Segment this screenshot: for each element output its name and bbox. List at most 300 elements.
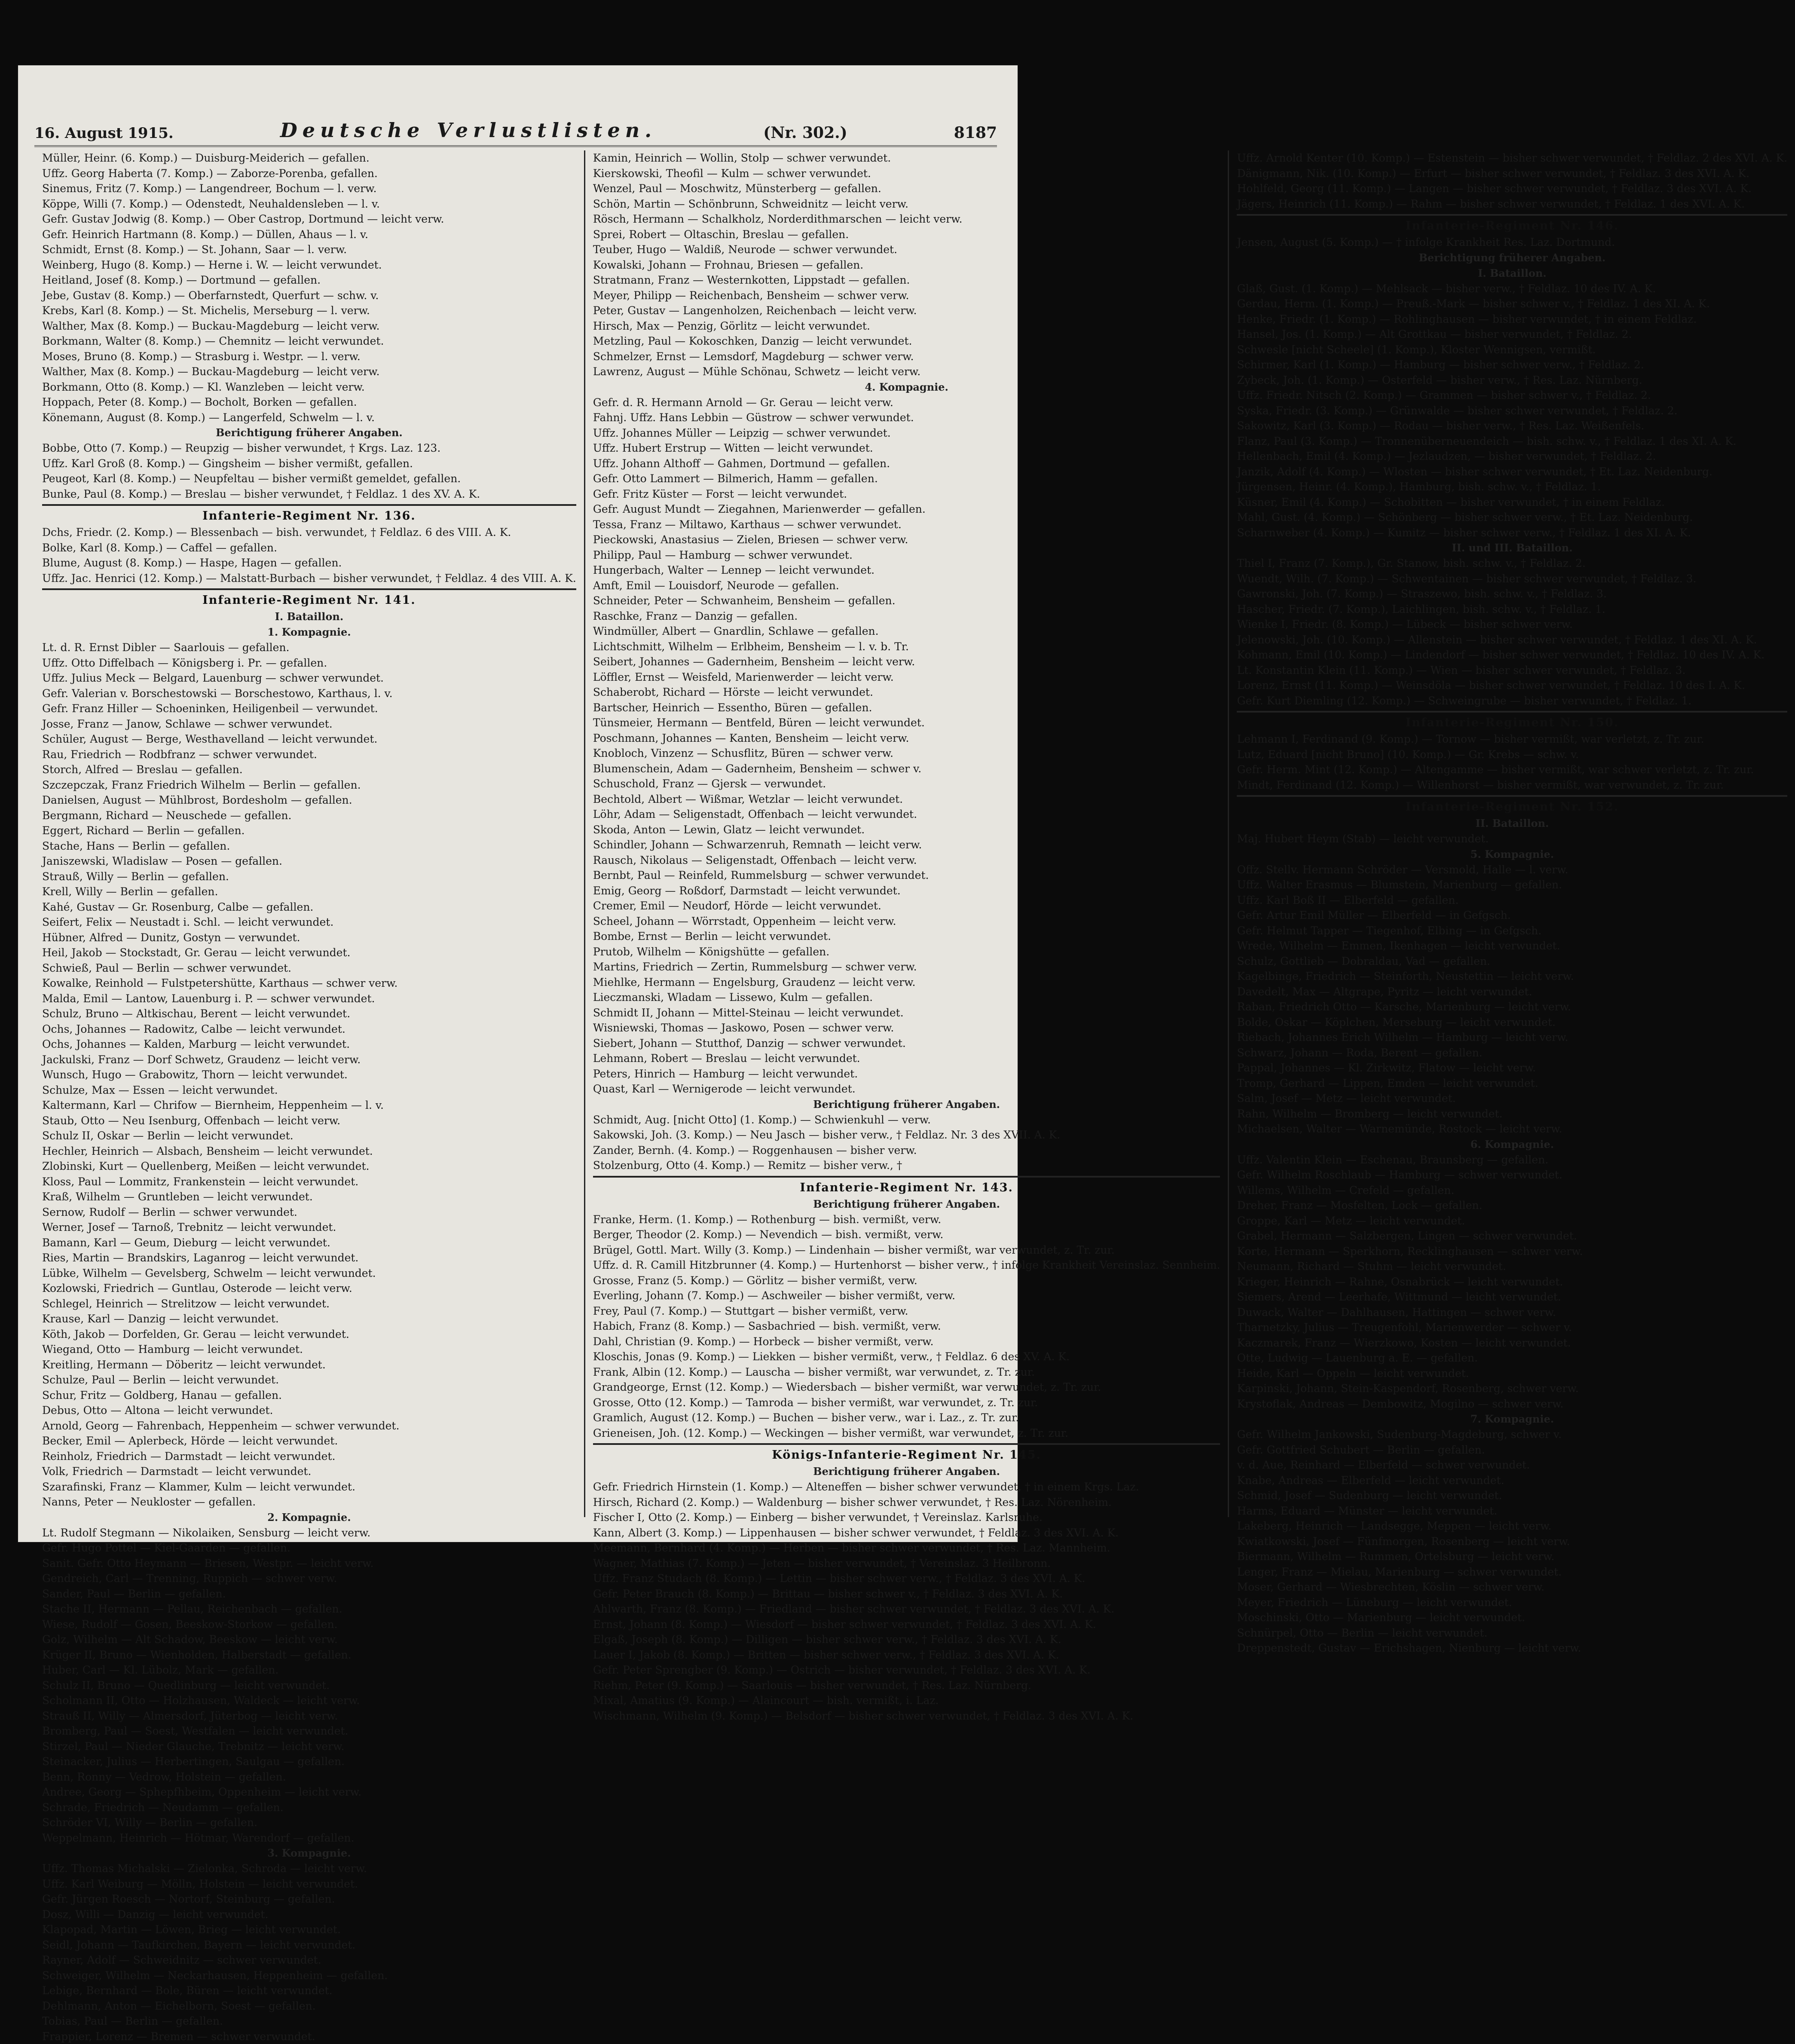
casualty-entry: Bernbt, Paul — Reinfeld, Rummelsburg — schwer verwundet.	[593, 868, 1220, 883]
col2-company4-list	[593, 395, 1220, 1097]
casualty-entry: Gefr. Helmut Tapper — Tiegenhof, Elbing — in Gefgsch.	[1237, 923, 1787, 939]
casualty-entry: Hellenbach, Emil (4. Komp.) — Jezlaudzen, — bisher verwundet, † Feldlaz. 2.	[1237, 449, 1787, 464]
casualty-entry: Frappier, Lorenz — Bremen — schwer verwundet.	[42, 2029, 576, 2044]
casualty-entry: Dchs, Friedr. (2. Komp.) — Blessenbach — bish. verwundet, † Feldlaz. 6 des VIII. A. K.	[42, 525, 576, 540]
col2-reg145-list	[593, 1479, 1220, 1723]
casualty-entry: Cremer, Emil — Neudorf, Hörde — leicht verwundet.	[593, 898, 1220, 914]
casualty-entry: Ernst, Johann (8. Komp.) — Wiesdorf — bisher schwer verwundet, † Feldlaz. 3 des XVI. A. K.	[593, 1617, 1220, 1632]
section-subheading: Berichtigung früherer Angaben.	[593, 1097, 1220, 1112]
company-heading: 7. Kompagnie.	[1237, 1411, 1787, 1427]
casualty-entry: Frank, Albin (12. Komp.) — Lauscha — bisher vermißt, war verwundet, z. Tr. zur.	[593, 1365, 1220, 1380]
casualty-entry: Teuber, Hugo — Waldiß, Neurode — schwer verwundet.	[593, 242, 1220, 257]
casualty-entry: Lawrenz, August — Mühle Schönau, Schwetz — leicht verw.	[593, 364, 1220, 379]
casualty-entry: Grabel, Hermann — Salzbergen, Lingen — schwer verwundet.	[1237, 1228, 1787, 1244]
casualty-entry: Gramlich, August (12. Komp.) — Buchen — bisher verw., war i. Laz., z. Tr. zur.	[593, 1410, 1220, 1426]
casualty-entry: Uffz. Karl Groß (8. Komp.) — Gingsheim — bisher vermißt, gefallen.	[42, 456, 576, 471]
casualty-entry: Sakowitz, Karl (3. Komp.) — Rodau — bisher verw., † Res. Laz. Weißenfels.	[1237, 418, 1787, 434]
casualty-entry: Werner, Josef — Tarnoß, Trebnitz — leicht verwundet.	[42, 1220, 576, 1235]
casualty-entry: Harms, Eduard — Münster — leicht verwundet.	[1237, 1503, 1787, 1519]
casualty-entry: Hirsch, Max — Penzig, Görlitz — leicht verwundet.	[593, 318, 1220, 334]
casualty-entry: Wienke I, Friedr. (8. Komp.) — Lübeck — bisher schwer verw.	[1237, 617, 1787, 632]
casualty-entry: Bergmann, Richard — Neuschede — gefallen.	[42, 808, 576, 823]
casualty-entry: Wagner, Mathias (7. Komp.) — Jeten — bisher verwundet, † Vereinslaz. 3 Heilbronn.	[593, 1556, 1220, 1571]
casualty-entry: Moschinski, Otto — Marienburg — leicht verwundet.	[1237, 1610, 1787, 1625]
casualty-entry: Janzik, Adolf (4. Komp.) — Wlosten — bisher schwer verwundet, † Et. Laz. Neidenburg.	[1237, 464, 1787, 480]
casualty-entry: Meemann, Bernhard (4. Komp.) — Herben — bisher schwer verwundet, † Res. Laz. Mannheim.	[593, 1540, 1220, 1556]
casualty-entry: Groppe, Karl — Metz — leicht verwundet.	[1237, 1213, 1787, 1229]
casualty-entry: Michaelsen, Walter — Warnemünde, Rostock — leicht verw.	[1237, 1121, 1787, 1137]
casualty-entry: Schulz II, Oskar — Berlin — leicht verwundet.	[42, 1128, 576, 1144]
casualty-entry: Jägers, Heinrich (11. Komp.) — Rahm — bisher schwer verwundet, † Feldlaz. 1 des XVI. A. K.	[1237, 196, 1787, 212]
casualty-entry: Walther, Max (8. Komp.) — Buckau-Magdeburg — leicht verw.	[42, 318, 576, 334]
col2-top-list	[593, 150, 1220, 379]
casualty-entry: Uffz. Jac. Henrici (12. Komp.) — Malstatt-Burbach — bisher verwundet, † Feldlaz. 4 des VIII. A. K.	[42, 571, 576, 586]
casualty-entry: Schröder VI, Willy — Berlin — gefallen.	[42, 1815, 576, 1830]
casualty-entry: Heide, Karl — Oppeln — leicht verwundet.	[1237, 1366, 1787, 1381]
casualty-entry: Sernow, Rudolf — Berlin — schwer verwundet.	[42, 1205, 576, 1220]
casualty-entry: Krystoflak, Andreas — Dembowitz, Mogilno — schwer verw.	[1237, 1396, 1787, 1412]
casualty-entry: Meyer, Philipp — Reichenbach, Bensheim — schwer verw.	[593, 288, 1220, 303]
casualty-entry: Kraß, Wilhelm — Gruntleben — leicht verwundet.	[42, 1189, 576, 1205]
casualty-entry: Rayner, Adolf — Schweidnitz — schwer verwundet.	[42, 1952, 576, 1968]
casualty-entry: Kowalke, Reinhold — Fulstpetershütte, Karthaus — schwer verw.	[42, 976, 576, 991]
issue-date: 16. August 1915.	[34, 125, 174, 142]
col3-reg152-list-1	[1237, 831, 1787, 847]
masthead	[34, 112, 997, 147]
casualty-entry: Gefr. Gustav Jodwig (8. Komp.) — Ober Castrop, Dortmund — leicht verw.	[42, 211, 576, 227]
company-heading: 2. Kompagnie.	[42, 1510, 576, 1525]
casualty-entry: Danielsen, August — Mühlbrost, Bordesholm — gefallen.	[42, 793, 576, 808]
casualty-entry: Wisniewski, Thomas — Jaskowo, Posen — schwer verw.	[593, 1020, 1220, 1036]
casualty-entry: Elgaß, Joseph (8. Komp.) — Dilligen — bisher schwer verw., † Feldlaz. 3 des XVI. A. K.	[593, 1632, 1220, 1647]
company-heading: 3. Kompagnie.	[42, 1845, 576, 1861]
casualty-entry: Peugeot, Karl (8. Komp.) — Neupfeltau — bisher vermißt gemeldet, gefallen.	[42, 471, 576, 487]
casualty-entry: Prutob, Wilhelm — Königshütte — gefallen.	[593, 944, 1220, 960]
casualty-entry: Sakowski, Joh. (3. Komp.) — Neu Jasch — bisher verw., † Feldlaz. Nr. 3 des XVII. A. K.	[593, 1127, 1220, 1143]
casualty-entry: Hascher, Friedr. (7. Komp.), Laichlingen, bish. schw. v., † Feldlaz. 1.	[1237, 602, 1787, 617]
casualty-entry: Zander, Bernh. (4. Komp.) — Roggenhausen — bisher verw.	[593, 1143, 1220, 1158]
casualty-entry: Grieneisen, Joh. (12. Komp.) — Weckingen — bisher vermißt, war verwundet, z. Tr. zur.	[593, 1426, 1220, 1441]
casualty-entry: Malda, Emil — Lantow, Lauenburg i. P. — schwer verwundet.	[42, 991, 576, 1007]
casualty-entry: Blumenschein, Adam — Gadernheim, Bensheim — schwer v.	[593, 761, 1220, 777]
casualty-entry: Meyer, Friedrich — Lüneburg — leicht verwundet.	[1237, 1595, 1787, 1610]
casualty-entry: Peter, Gustav — Langenholzen, Reichenbach — leicht verw.	[593, 303, 1220, 318]
casualty-entry: Sinemus, Fritz (7. Komp.) — Langendreer, Bochum — l. verw.	[42, 181, 576, 196]
casualty-entry: Kozlowski, Friedrich — Guntlau, Osterode — leicht verw.	[42, 1281, 576, 1296]
casualty-entry: Bombe, Ernst — Berlin — leicht verwundet.	[593, 929, 1220, 944]
casualty-entry: Kagelbinge, Friedrich — Steinforth, Neustettin — leicht verw.	[1237, 969, 1787, 984]
casualty-entry: Gefr. Otto Lammert — Bilmerich, Hamm — gefallen.	[593, 471, 1220, 487]
casualty-entry: Henke, Friedr. (1. Komp.) — Rohlinghausen — bisher verwundet, † in einem Feldlaz.	[1237, 312, 1787, 327]
casualty-entry: Schulz II, Bruno — Quedlinburg — leicht verwundet.	[42, 1678, 576, 1693]
casualty-entry: Kloss, Paul — Lommitz, Frankenstein — leicht verwundet.	[42, 1174, 576, 1190]
casualty-entry: Lenger, Franz — Mielau, Marienburg — schwer verwundet.	[1237, 1564, 1787, 1580]
col3-reg152-list-6	[1237, 1152, 1787, 1412]
regiment-heading: Infanterie-Regiment Nr. 141.	[42, 588, 576, 609]
casualty-entry: Löffler, Ernst — Weisfeld, Marienwerder — leicht verw.	[593, 670, 1220, 685]
casualty-entry: Blume, August (8. Komp.) — Haspe, Hagen — gefallen.	[42, 555, 576, 571]
casualty-entry: Schaberobt, Richard — Hörste — leicht verwundet.	[593, 685, 1220, 700]
casualty-entry: Davedelt, Max — Altgrape, Pyritz — leicht verwundet.	[1237, 984, 1787, 1000]
casualty-entry: Uffz. d. R. Camill Hitzbrunner (4. Komp.) — Hurtenhorst — bisher verw., † infolge Krankheit Vereinslaz. Sennheim.	[593, 1258, 1220, 1273]
regiment-heading: Infanterie-Regiment Nr. 152.	[1237, 795, 1787, 816]
page-number: 8187	[954, 124, 997, 142]
casualty-entry: Becker, Emil — Aplerbeck, Hörde — leicht verwundet.	[42, 1433, 576, 1449]
casualty-entry: Dreppenstedt, Gustav — Erichshagen, Nienburg — leicht verw.	[1237, 1640, 1787, 1656]
casualty-entry: Krause, Karl — Danzig — leicht verwundet.	[42, 1311, 576, 1327]
casualty-entry: Szczepczak, Franz Friedrich Wilhelm — Berlin — gefallen.	[42, 777, 576, 793]
casualty-entry: Uffz. Arnold Kenter (10. Komp.) — Estenstein — bisher schwer verwundet, † Feldlaz. 2 des XVI. A. K.	[1237, 150, 1787, 166]
casualty-entry: Schmelzer, Ernst — Lemsdorf, Magdeburg — schwer verw.	[593, 349, 1220, 364]
casualty-entry: Stratmann, Franz — Westernkotten, Lippstadt — gefallen.	[593, 272, 1220, 288]
newspaper-page	[17, 64, 1018, 1543]
casualty-entry: Jürgensen, Heinr. (4. Komp.), Hamburg, bish. schw. v., † Feldlaz. 1.	[1237, 479, 1787, 495]
casualty-entry: Stolzenburg, Otto (4. Komp.) — Remitz — bisher verw., †	[593, 1158, 1220, 1173]
casualty-entry: Jensen, August (5. Komp.) — † infolge Krankheit Res. Laz. Dortmund.	[1237, 235, 1787, 250]
casualty-entry: Knabe, Andreas — Elberfeld — leicht verwundet.	[1237, 1473, 1787, 1488]
casualty-entry: Tharnetzky, Julius — Treugenfohl, Marienwerder — schwer v.	[1237, 1320, 1787, 1335]
casualty-entry: Lebige, Bernhard — Bole, Büren — leicht verwundet.	[42, 1983, 576, 1998]
casualty-entry: Benn, Ronny — Vedrow, Holstein — gefallen.	[42, 1769, 576, 1785]
casualty-entry: Nanns, Peter — Neukloster — gefallen.	[42, 1494, 576, 1510]
casualty-entry: Schrade, Friedrich — Neudamm — gefallen.	[42, 1800, 576, 1815]
casualty-entry: Krieger, Heinrich — Rahne, Osnabrück — leicht verwundet.	[1237, 1274, 1787, 1290]
casualty-entry: Kaczmarek, Franz — Wierzkowo, Kosten — leicht verwundet.	[1237, 1335, 1787, 1351]
casualty-entry: Bamann, Karl — Geum, Dieburg — leicht verwundet.	[42, 1235, 576, 1251]
casualty-entry: Eggert, Richard — Berlin — gefallen.	[42, 823, 576, 838]
casualty-entry: Hungerbach, Walter — Lennep — leicht verwundet.	[593, 563, 1220, 578]
casualty-entry: Wuendt, Wilh. (7. Komp.) — Schwentainen — bisher schwer verwundet, † Feldlaz. 3.	[1237, 571, 1787, 587]
casualty-entry: Siemers, Arend — Leerhafe, Wittmund — leicht verwundet.	[1237, 1289, 1787, 1305]
casualty-entry: Seifert, Felix — Neustadt i. Schl. — leicht verwundet.	[42, 915, 576, 930]
casualty-entry: Walther, Max (8. Komp.) — Buckau-Magdeburg — leicht verw.	[42, 364, 576, 379]
casualty-entry: Uffz. Franz Studach (8. Komp.) — Lettin — bisher schwer verw., † Feldlaz. 3 des XVI. A. K.	[593, 1571, 1220, 1586]
casualty-entry: Reinholz, Friedrich — Darmstadt — leicht verwundet.	[42, 1449, 576, 1464]
casualty-entry: Wrede, Wilhelm — Emmen, Ikenhagen — leicht verwundet.	[1237, 938, 1787, 954]
casualty-entry: Schwieß, Paul — Berlin — schwer verwundet.	[42, 961, 576, 976]
casualty-entry: Jelenowski, Joh. (10. Komp.) — Allenstein — bisher schwer verwundet, † Feldlaz. 1 des XI. A. K.	[1237, 632, 1787, 648]
casualty-entry: Uffz. Karl Weiburg — Mölln, Holstein — leicht verwundet.	[42, 1876, 576, 1892]
casualty-entry: Gefr. Hugo Pottel — Kiel-Gaarden — gefallen.	[42, 1540, 576, 1556]
casualty-entry: Szarafinski, Franz — Klammer, Kulm — leicht verwundet.	[42, 1479, 576, 1495]
casualty-entry: Storch, Alfred — Breslau — gefallen.	[42, 762, 576, 777]
casualty-entry: Lehmann, Robert — Breslau — leicht verwundet.	[593, 1051, 1220, 1066]
casualty-entry: Siebert, Johann — Stutthof, Danzig — schwer verwundet.	[593, 1036, 1220, 1051]
casualty-entry: Lt. Konstantin Klein (11. Komp.) — Wien — bisher schwer verwundet, † Feldlaz. 3.	[1237, 663, 1787, 678]
casualty-entry: Krell, Willy — Berlin — gefallen.	[42, 884, 576, 900]
battalion-heading: II. und III. Bataillon.	[1237, 540, 1787, 556]
casualty-entry: Gefr. Heinrich Hartmann (8. Komp.) — Düllen, Ahaus — l. v.	[42, 227, 576, 242]
casualty-entry: Borkmann, Otto (8. Komp.) — Kl. Wanzleben — leicht verw.	[42, 379, 576, 395]
company-heading: 6. Kompagnie.	[1237, 1137, 1787, 1152]
casualty-entry: Grandgeorge, Ernst (12. Komp.) — Wiedersbach — bisher vermißt, war verwundet, z. Tr. zur.	[593, 1380, 1220, 1395]
casualty-entry: Schmid, Josef — Sudenburg — leicht verwundet.	[1237, 1488, 1787, 1503]
casualty-entry: Neumann, Richard — Stuhm — leicht verwundet.	[1237, 1259, 1787, 1274]
casualty-entry: Metzling, Paul — Kokoschken, Danzig — leicht verwundet.	[593, 334, 1220, 349]
casualty-entry: Zlobinski, Kurt — Quellenberg, Meißen — leicht verwundet.	[42, 1159, 576, 1174]
section-subheading: Berichtigung früherer Angaben.	[42, 425, 576, 441]
casualty-entry: Otte, Ludwig — Lauenburg a. E. — gefallen.	[1237, 1350, 1787, 1366]
casualty-entry: Staub, Otto — Neu Isenburg, Offenbach — leicht verw.	[42, 1113, 576, 1129]
casualty-entry: Lt. d. R. Ernst Dibler — Saarlouis — gefallen.	[42, 640, 576, 655]
col3-reg152-list-5	[1237, 862, 1787, 1137]
regiment-heading: Königs-Infanterie-Regiment Nr. 145.	[593, 1443, 1220, 1464]
casualty-entry: Uffz. Julius Meck — Belgard, Lauenburg — schwer verwundet.	[42, 670, 576, 686]
casualty-entry: Hechler, Heinrich — Alsbach, Bensheim — leicht verwundet.	[42, 1144, 576, 1159]
casualty-entry: Habich, Franz (8. Komp.) — Sasbachried — bish. vermißt, verw.	[593, 1319, 1220, 1334]
casualty-entry: Schulz, Bruno — Altkischau, Berent — leicht verwundet.	[42, 1006, 576, 1022]
casualty-entry: Windmüller, Albert — Gnardlin, Schlawe — gefallen.	[593, 624, 1220, 639]
casualty-entry: Lorenz, Ernst (11. Komp.) — Weinsdöla — bisher schwer verwundet, † Feldlaz. 10 des I. A. K.	[1237, 678, 1787, 693]
casualty-entry: Lauer I, Jakob (8. Komp.) — Britten — bisher schwer verw., † Feldlaz. 3 des XVI. A. K.	[593, 1647, 1220, 1663]
casualty-entry: Dänigmann, Nik. (10. Komp.) — Erfurt — bisher schwer verwundet, † Feldlaz. 3 des XVI. A. K.	[1237, 166, 1787, 181]
col1-top-list	[42, 150, 576, 425]
casualty-entry: Grosse, Otto (12. Komp.) — Tamroda — bisher vermißt, war verwundet, z. Tr. zur.	[593, 1395, 1220, 1411]
columns	[34, 150, 997, 1517]
casualty-entry: Gefr. Gottfried Schubert — Berlin — gefallen.	[1237, 1442, 1787, 1458]
casualty-entry: Ahlwarth, Franz (8. Komp.) — Friedland — bisher schwer verwundet, † Feldlaz. 3 des XVI. A. K.	[593, 1601, 1220, 1617]
casualty-entry: Schweiger, Wilhelm — Neckarhausen, Heppenheim — gefallen.	[42, 1968, 576, 1983]
casualty-entry: Hübner, Alfred — Dunitz, Gostyn — verwundet.	[42, 930, 576, 946]
casualty-entry: Kohmann, Emil (10. Komp.) — Lindendorf — bisher schwer verwundet, † Feldlaz. 10 des IV. A. K.	[1237, 647, 1787, 663]
casualty-entry: Schlegel, Heinrich — Strelitzow — leicht verwundet.	[42, 1296, 576, 1312]
casualty-entry: Gefr. Wilhelm Roschlaub — Hamburg — schwer verwundet.	[1237, 1167, 1787, 1183]
casualty-entry: Golz, Wilhelm — Alt Schadow, Beeskow — leicht verw.	[42, 1632, 576, 1647]
casualty-entry: Ries, Martin — Brandskirs, Laganrog — leicht verwundet.	[42, 1250, 576, 1266]
casualty-entry: Borkmann, Walter (8. Komp.) — Chemnitz — leicht verwundet.	[42, 334, 576, 349]
casualty-entry: Scharnweber (4. Komp.) — Kumitz — bisher schwer verw., † Feldlaz. 1 des XI. A. K.	[1237, 525, 1787, 541]
casualty-entry: Schirmer, Karl (1. Komp.) — Hamburg — bisher schwer verw., † Feldlaz. 2.	[1237, 357, 1787, 373]
company-heading: 4. Kompagnie.	[593, 379, 1220, 395]
casualty-entry: Heitland, Josef (8. Komp.) — Dortmund — gefallen.	[42, 272, 576, 288]
casualty-entry: Andree, Georg — Sphepfhbeim, Oppenheim — leicht verw.	[42, 1784, 576, 1800]
casualty-entry: Hohlfeld, Georg (11. Komp.) — Langen — bisher schwer verwundet, † Feldlaz. 3 des XVI. A. K.	[1237, 181, 1787, 196]
casualty-entry: Schnürpel, Otto — Berlin — leicht verwundet.	[1237, 1625, 1787, 1641]
col3-reg146-top-list	[1237, 235, 1787, 250]
casualty-entry: Scheel, Johann — Wörrstadt, Oppenheim — leicht verw.	[593, 914, 1220, 929]
regiment-heading: Infanterie-Regiment Nr. 143.	[593, 1176, 1220, 1196]
casualty-entry: Rösch, Hermann — Schalkholz, Norderdithmarschen — leicht verw.	[593, 211, 1220, 227]
publication-title: Deutsche Verlustlisten.	[280, 119, 657, 142]
col3-reg146-list-23	[1237, 556, 1787, 708]
casualty-entry: Bromberg, Paul — Soest, Westfalen — leicht verwundet.	[42, 1723, 576, 1739]
casualty-entry: Löhr, Adam — Seligenstadt, Offenbach — leicht verwundet.	[593, 807, 1220, 822]
casualty-entry: Arnold, Georg — Fahrenbach, Heppenheim — schwer verwundet.	[42, 1418, 576, 1434]
col1-reg141-list-3	[42, 1861, 576, 2044]
casualty-entry: Sprei, Robert — Oltaschin, Breslau — gefallen.	[593, 227, 1220, 242]
casualty-entry: Uffz. Friedr. Nitsch (2. Komp.) — Grammen — bisher schwer v., † Feldlaz. 2.	[1237, 388, 1787, 403]
casualty-entry: Wenzel, Paul — Moschwitz, Münsterberg — gefallen.	[593, 181, 1220, 196]
section-subheading: Berichtigung früherer Angaben.	[593, 1464, 1220, 1479]
casualty-entry: Krebs, Karl (8. Komp.) — St. Michelis, Merseburg — l. verw.	[42, 303, 576, 318]
casualty-entry: Könemann, August (8. Komp.) — Langerfeld, Schwelm — l. v.	[42, 410, 576, 425]
casualty-entry: Knobloch, Vinzenz — Schusflitz, Büren — schwer verw.	[593, 746, 1220, 761]
casualty-entry: Schwesle [nicht Scheele] (1. Komp.), Kloster Wennigsen, vermißt.	[1237, 342, 1787, 358]
casualty-entry: Schön, Martin — Schönbrunn, Schweidnitz — leicht verw.	[593, 196, 1220, 212]
casualty-entry: Sanit. Gefr. Otto Heymann — Briesen, Westpr. — leicht verw.	[42, 1556, 576, 1571]
casualty-entry: Gendreich, Carl — Trenning, Ruppich — schwer verw.	[42, 1571, 576, 1586]
casualty-entry: Schulz, Gottlieb — Dobraldau, Vad — gefallen.	[1237, 954, 1787, 969]
casualty-entry: Lehmann I, Ferdinand (9. Komp.) — Tornow — bisher vermißt, war verletzt, z. Tr. zur.	[1237, 731, 1787, 747]
casualty-entry: Küsner, Emil (4. Komp.) — Schobitten — bisher verwundet, † in einem Feldlaz.	[1237, 495, 1787, 510]
casualty-entry: Karpinski, Johann, Stein-Kaspendorf, Rosenberg, schwer verw.	[1237, 1381, 1787, 1396]
casualty-entry: Gefr. August Mundt — Ziegahnen, Marienwerder — gefallen.	[593, 502, 1220, 517]
casualty-entry: Wischmann, Wilhelm (9. Komp.) — Belsdorf — bisher schwer verwundet, † Feldlaz. 3 des XVI. A. K.	[593, 1708, 1220, 1724]
col1-reg141-list-2	[42, 1525, 576, 1846]
col3-reg152-list-7	[1237, 1427, 1787, 1656]
casualty-entry: Gawronski, Joh. (7. Komp.) — Straszewo, bish. schw. v., † Feldlaz. 3.	[1237, 586, 1787, 602]
casualty-entry: Moses, Bruno (8. Komp.) — Strasburg i. Westpr. — l. verw.	[42, 349, 576, 364]
casualty-entry: Pieckowski, Anastasius — Zielen, Briesen — schwer verw.	[593, 532, 1220, 548]
casualty-entry: Gefr. Franz Hiller — Schoeninken, Heiligenbeil — verwundet.	[42, 701, 576, 716]
casualty-entry: Fahnj. Uffz. Hans Lebbin — Güstrow — schwer verwundet.	[593, 410, 1220, 425]
casualty-entry: Rahn, Wilhelm — Bromberg — leicht verwundet.	[1237, 1106, 1787, 1122]
casualty-entry: Bolde, Oskar — Köplchen, Merseburg — leicht verwundet.	[1237, 1015, 1787, 1030]
casualty-entry: Mindt, Ferdinand (12. Komp.) — Willenhorst — bisher vermißt, war verwundet, z. Tr. zur.	[1237, 777, 1787, 793]
casualty-entry: Martins, Friedrich — Zertin, Rummelsburg — schwer verw.	[593, 959, 1220, 975]
casualty-entry: Jackulski, Franz — Dorf Schwetz, Graudenz — leicht verw.	[42, 1052, 576, 1068]
casualty-entry: Köth, Jakob — Dorfelden, Gr. Gerau — leicht verwundet.	[42, 1327, 576, 1342]
casualty-entry: Schneider, Peter — Schwanheim, Bensheim — gefallen.	[593, 593, 1220, 609]
battalion-heading: I. Bataillon.	[1237, 266, 1787, 281]
casualty-entry: Schulze, Max — Essen — leicht verwundet.	[42, 1083, 576, 1098]
casualty-entry: Gefr. Peter Brauch (8. Komp.) — Brittau — bisher schwer v., † Feldlaz. 3 des XVI. A. K.	[593, 1586, 1220, 1602]
casualty-entry: Seidl, Johann — Taufkirchen, Bayern — leicht verwundet.	[42, 1937, 576, 1953]
casualty-entry: Müller, Heinr. (6. Komp.) — Duisburg-Meiderich — gefallen.	[42, 150, 576, 166]
casualty-entry: Berger, Theodor (2. Komp.) — Nevendich — bish. vermißt, verw.	[593, 1227, 1220, 1242]
casualty-entry: Raschke, Franz — Danzig — gefallen.	[593, 609, 1220, 624]
casualty-entry: Schindler, Johann — Schwarzenruh, Remnath — leicht verw.	[593, 837, 1220, 853]
casualty-entry: Kloschis, Jonas (9. Komp.) — Liekken — bisher vermißt, verw., † Feldlaz. 6 des XV. A. K.	[593, 1349, 1220, 1365]
casualty-entry: Raban, Friedrich Otto — Karsche, Marienburg — leicht verw.	[1237, 999, 1787, 1015]
casualty-entry: Strauß II, Willy — Almersdorf, Jüterbog — leicht verw.	[42, 1708, 576, 1724]
casualty-entry: Kamin, Heinrich — Wollin, Stolp — schwer verwundet.	[593, 150, 1220, 166]
casualty-entry: Uffz. Johann Althoff — Gahmen, Dortmund — gefallen.	[593, 456, 1220, 471]
battalion-heading: II. Bataillon.	[1237, 816, 1787, 831]
casualty-entry: Volk, Friedrich — Darmstadt — leicht verwundet.	[42, 1464, 576, 1479]
casualty-entry: Strauß, Willy — Berlin — gefallen.	[42, 869, 576, 884]
casualty-entry: Schwarz, Johann — Roda, Berent — gefallen.	[1237, 1045, 1787, 1061]
column-2	[585, 150, 1229, 1517]
col2-reg143-list	[593, 1212, 1220, 1441]
casualty-entry: Miehlke, Hermann — Engelsburg, Graudenz — leicht verw.	[593, 975, 1220, 990]
casualty-entry: Gefr. d. R. Hermann Arnold — Gr. Gerau — leicht verw.	[593, 395, 1220, 410]
col2-correction-list	[593, 1112, 1220, 1173]
casualty-entry: Ochs, Johannes — Radowitz, Calbe — leicht verwundet.	[42, 1022, 576, 1037]
col1-reg136-list	[42, 525, 576, 586]
casualty-entry: Wiese, Rudolf — Gosen, Beeskow-Storkow — gefallen.	[42, 1617, 576, 1632]
casualty-entry: Gefr. Wilhelm Jankowski, Sudenburg-Magdeburg, schwer v.	[1237, 1427, 1787, 1442]
casualty-entry: Schüler, August — Berge, Westhavelland — leicht verwundet.	[42, 731, 576, 747]
casualty-entry: Debus, Otto — Altona — leicht verwundet.	[42, 1403, 576, 1418]
casualty-entry: Dehlmann, Anton — Eichelborn, Soest — gefallen.	[42, 1998, 576, 2014]
casualty-entry: Gerdau, Herm. (1. Komp.) — Preuß.-Mark — bisher schwer v., † Feldlaz. 1 des XI. A. K.	[1237, 296, 1787, 312]
casualty-entry: Hoppach, Peter (8. Komp.) — Bocholt, Borken — gefallen.	[42, 395, 576, 410]
casualty-entry: Uffz. Walter Erasmus — Blumstein, Marienburg — gefallen.	[1237, 877, 1787, 893]
casualty-entry: Grosse, Franz (5. Komp.) — Görlitz — bisher vermißt, verw.	[593, 1273, 1220, 1288]
casualty-entry: Sander, Paul — Berlin — gefallen.	[42, 1586, 576, 1602]
casualty-entry: Franke, Herm. (1. Komp.) — Rothenburg — bish. vermißt, verw.	[593, 1212, 1220, 1227]
casualty-entry: Kann, Albert (3. Komp.) — Lippenhausen — bisher schwer verwundet, † Feldlaz. 3 des XVI. A. K.	[593, 1525, 1220, 1541]
casualty-entry: Mahl, Gust. (4. Komp.) — Schönberg — bisher schwer verw., † Et. Laz. Neidenburg.	[1237, 510, 1787, 525]
battalion-heading: I. Bataillon.	[42, 609, 576, 624]
casualty-entry: Amft, Emil — Louisdorf, Neurode — gefallen.	[593, 578, 1220, 594]
company-heading: 1. Kompagnie.	[42, 624, 576, 640]
casualty-entry: Kowalski, Johann — Frohnau, Briesen — gefallen.	[593, 257, 1220, 273]
casualty-entry: Lichtschmitt, Wilhelm — Erlbheim, Bensheim — l. v. b. Tr.	[593, 639, 1220, 655]
casualty-entry: Poschmann, Johannes — Kanten, Bensheim — leicht verw.	[593, 731, 1220, 746]
casualty-entry: Riehm, Peter (9. Komp.) — Saarlouis — bisher verwundet, † Res. Laz. Nürnberg.	[593, 1678, 1220, 1693]
casualty-entry: Uffz. Johannes Müller — Leipzig — schwer verwundet.	[593, 425, 1220, 441]
casualty-entry: Tessa, Franz — Miltawo, Karthaus — schwer verwundet.	[593, 517, 1220, 532]
casualty-entry: Uffz. Karl Boß II — Elberfeld — gefallen.	[1237, 893, 1787, 908]
column-1	[34, 150, 585, 1517]
casualty-entry: Kaltermann, Karl — Chrifow — Biernheim, Heppenheim — l. v.	[42, 1098, 576, 1113]
casualty-entry: Weinberg, Hugo (8. Komp.) — Herne i. W. — leicht verwundet.	[42, 257, 576, 273]
casualty-entry: Rau, Friedrich — Rodbfranz — schwer verwundet.	[42, 747, 576, 762]
casualty-entry: Heil, Jakob — Stockstadt, Gr. Gerau — leicht verwundet.	[42, 945, 576, 961]
casualty-entry: Emig, Georg — Roßdorf, Darmstadt — leicht verwundet.	[593, 883, 1220, 899]
casualty-entry: Brügel, Gottl. Mart. Willy (3. Komp.) — Lindenhain — bisher vermißt, war verwundet, z. Tr. zur.	[593, 1242, 1220, 1258]
casualty-entry: Uffz. Hubert Erstrup — Witten — leicht verwundet.	[593, 441, 1220, 456]
casualty-entry: Lutz, Eduard [nicht Bruno] (10. Komp.) — Gr. Krebs — schw. v.	[1237, 747, 1787, 762]
column-3	[1229, 150, 1795, 1517]
regiment-heading: Infanterie-Regiment Nr. 136.	[42, 504, 576, 525]
casualty-entry: Duwack, Walter — Dahlhausen, Hattingen — schwer verw.	[1237, 1305, 1787, 1320]
casualty-entry: Stache, Hans — Berlin — gefallen.	[42, 838, 576, 854]
casualty-entry: Seibert, Johannes — Gadernheim, Bensheim — leicht verw.	[593, 654, 1220, 670]
casualty-entry: Weppelmann, Heinrich — Hötmar, Warendorf — gefallen.	[42, 1830, 576, 1846]
casualty-entry: Steinacker, Julius — Herbertingen, Saulgau — gefallen.	[42, 1754, 576, 1769]
casualty-entry: Bunke, Paul (8. Komp.) — Breslau — bisher verwundet, † Feldlaz. 1 des XV. A. K.	[42, 487, 576, 502]
casualty-entry: Schulze, Paul — Berlin — leicht verwundet.	[42, 1372, 576, 1388]
casualty-entry: Gefr. Kurt Diemling (12. Komp.) — Schweingrube — bisher verwundet, † Feldlaz. 1.	[1237, 693, 1787, 709]
casualty-entry: Uffz. Thomas Michalski — Zielonka, Schroda — leicht verw.	[42, 1861, 576, 1876]
casualty-entry: Klapopad, Martin — Löwen, Brieg — leicht verwundet.	[42, 1922, 576, 1937]
casualty-entry: Jebe, Gustav (8. Komp.) — Oberfarnstedt, Querfurt — schw. v.	[42, 288, 576, 303]
casualty-entry: Maj. Hubert Heym (Stab) — leicht verwundet.	[1237, 831, 1787, 847]
regiment-heading: Infanterie-Regiment Nr. 150.	[1237, 711, 1787, 731]
casualty-entry: Mixal, Amatius (9. Komp.) — Alaincourt — bish. vermißt, i. Laz.	[593, 1693, 1220, 1708]
casualty-entry: Schmidt II, Johann — Mittel-Steinau — leicht verwundet.	[593, 1005, 1220, 1021]
casualty-entry: Krüger II, Bruno — Wienholden, Halberstadt — gefallen.	[42, 1647, 576, 1663]
casualty-entry: Frey, Paul (7. Komp.) — Stuttgart — bisher vermißt, verw.	[593, 1304, 1220, 1319]
casualty-entry: Wunsch, Hugo — Grabowitz, Thorn — leicht verwundet.	[42, 1067, 576, 1083]
casualty-entry: Lübke, Wilhelm — Gevelsberg, Schwelm — leicht verwundet.	[42, 1266, 576, 1281]
casualty-entry: Bobbe, Otto (7. Komp.) — Reupzig — bisher verwundet, † Krgs. Laz. 123.	[42, 441, 576, 456]
casualty-entry: Janiszewski, Wladislaw — Posen — gefallen.	[42, 854, 576, 869]
casualty-entry: Kierskowski, Theofil — Kulm — schwer verwundet.	[593, 166, 1220, 181]
casualty-entry: Gefr. Valerian v. Borschestowski — Borschestowo, Karthaus, l. v.	[42, 686, 576, 701]
casualty-entry: Uffz. Otto Diffelbach — Königsberg i. Pr. — gefallen.	[42, 655, 576, 671]
casualty-entry: Kreitling, Hermann — Döberitz — leicht verwundet.	[42, 1357, 576, 1373]
casualty-entry: Hansel, Jos. (1. Komp.) — Alt Grottkau — bisher verwundet, † Feldlaz. 2.	[1237, 327, 1787, 342]
casualty-entry: Philipp, Paul — Hamburg — schwer verwundet.	[593, 548, 1220, 563]
company-heading: 5. Kompagnie.	[1237, 847, 1787, 862]
col3-reg150-list	[1237, 731, 1787, 793]
casualty-entry: Korte, Hermann — Sperkhorn, Recklinghausen — schwer verw.	[1237, 1244, 1787, 1259]
casualty-entry: Schmidt, Aug. [nicht Otto] (1. Komp.) — Schwienkuhl — verw.	[593, 1112, 1220, 1128]
casualty-entry: Kwiatkowski, Josef — Fünfmorgen, Rosenberg — leicht verw.	[1237, 1534, 1787, 1549]
casualty-entry: v. d. Aue, Reinhard — Elberfeld — schwer verwundet.	[1237, 1457, 1787, 1473]
col3-top-list	[1237, 150, 1787, 211]
casualty-entry: Pappal, Johannes — Kl. Zirkwitz, Flatow — leicht verw.	[1237, 1060, 1787, 1076]
casualty-entry: Stache II, Hermann — Pellau, Reichenbach — gefallen.	[42, 1601, 576, 1617]
casualty-entry: Thiel I, Franz (7. Komp.), Gr. Stanow, bish. schw. v., † Feldlaz. 2.	[1237, 556, 1787, 571]
casualty-entry: Lakeberg, Heinrich — Landsegge, Meppen — leicht verw.	[1237, 1518, 1787, 1534]
casualty-entry: Rausch, Nikolaus — Seligenstadt, Offenbach — leicht verw.	[593, 853, 1220, 868]
casualty-entry: Moser, Gerhard — Wiesbrechten, Köslin — schwer verw.	[1237, 1579, 1787, 1595]
